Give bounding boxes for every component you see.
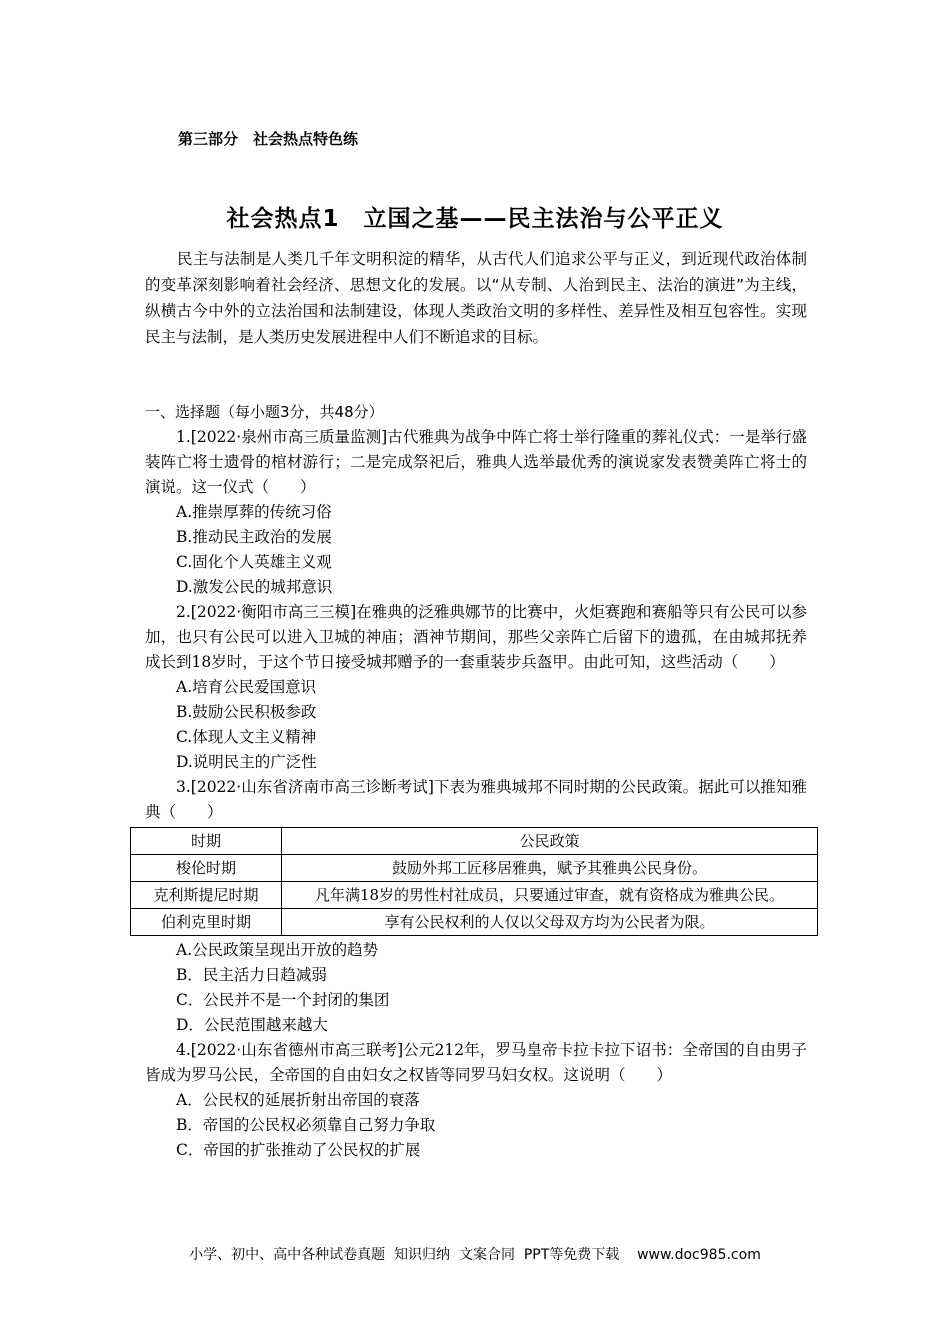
table-row [131, 909, 818, 936]
table-cell-period: 克利斯提尼时期 [131, 882, 282, 909]
section-heading: 一、选择题（每小题3分，共48分） [145, 403, 384, 421]
intro-paragraph: 民主与法制是人类几千年文明积淀的精华，从古代人们追求公平与正义，到近现代政治体制的变革深刻影响着社会经济、思想文化的发展。以“从专制、人治到民主、法治的演进”为主线，纵横古今中外的立法治国和法制建设，体现人类政治文明的多样性、差异性及相互包容性。实现民主与法制，是人类历史发展进程中人们不断追求的目标。 [145, 250, 807, 346]
table-cell-period: 梭伦时期 [131, 855, 282, 882]
table-header-row [131, 828, 818, 855]
table-header-cell: 时期 [131, 828, 282, 855]
table-cell-policy: 凡年满18岁的男性村社成员，只要通过审查，就有资格成为雅典公民。 [282, 882, 818, 909]
question-2-option-c: C.体现人文主义精神 [176, 728, 317, 746]
question-4-stem: 4.[2022·山东省德州市高三联考]公元212年，罗马皇帝卡拉卡拉下诏书：全帝国的自由男子皆成为罗马公民，全帝国的自由妇女之权皆等同罗马妇女权。这说明（ ） [145, 1041, 807, 1084]
question-4-option-a: A．公民权的延展折射出帝国的衰落 [176, 1091, 420, 1109]
question-3-option-c: C．公民并不是一个封闭的集团 [176, 991, 390, 1009]
table-header-cell: 公民政策 [282, 828, 818, 855]
footer-text: 小学、初中、高中各种试卷真题 知识归纳 文案合同 PPT等免费下载 www.doc985.com [189, 1247, 761, 1263]
table-row [131, 855, 818, 882]
question-1-stem: 1.[2022·泉州市高三质量监测]古代雅典为战争中阵亡将士举行隆重的葬礼仪式：一是举行盛装阵亡将士遗骨的棺材游行；二是完成祭祀后，雅典人选举最优秀的演说家发表赞美阵亡将士的演说。这一仪式（ ） [145, 428, 807, 496]
table-cell-period: 伯利克里时期 [131, 909, 282, 936]
question-2-option-a: A.培育公民爱国意识 [176, 678, 317, 696]
citizen-policy-table [130, 827, 818, 936]
question-1-option-c: C.固化个人英雄主义观 [176, 553, 332, 571]
question-1-option-b: B.推动民主政治的发展 [176, 528, 332, 546]
question-4-option-c: C．帝国的扩张推动了公民权的扩展 [176, 1141, 421, 1159]
question-4-option-b: B．帝国的公民权必须靠自己努力争取 [176, 1116, 436, 1134]
table-cell-policy: 享有公民权利的人仅以父母双方均为公民者为限。 [282, 909, 818, 936]
table-row [131, 882, 818, 909]
question-1-option-a: A.推崇厚葬的传统习俗 [176, 503, 332, 521]
question-3-stem: 3.[2022·山东省济南市高三诊断考试]下表为雅典城邦不同时期的公民政策。据此可以推知雅典（ ） [145, 778, 807, 821]
question-2-option-b: B.鼓励公民积极参政 [176, 703, 317, 721]
question-2-stem: 2.[2022·衡阳市高三三模]在雅典的泛雅典娜节的比赛中，火炬赛跑和赛船等只有公民可以参加，也只有公民可以进入卫城的神庙；酒神节期间，那些父亲阵亡后留下的遗孤，在由城邦抚养成长到18岁时，于这个节日接受城邦赠予的一套重装步兵盔甲。由此可知，这些活动（ ） [145, 603, 807, 671]
question-3-option-a: A.公民政策呈现出开放的趋势 [176, 941, 379, 959]
table-cell-policy: 鼓励外邦工匠移居雅典，赋予其雅典公民身份。 [282, 855, 818, 882]
question-1-option-d: D.激发公民的城邦意识 [176, 578, 333, 596]
page-title: 社会热点1 立国之基——民主法治与公平正义 [226, 206, 724, 232]
section-label: 第三部分 社会热点特色练 [178, 130, 359, 148]
question-3-option-b: B．民主活力日趋减弱 [176, 966, 327, 984]
question-content [145, 400, 807, 1163]
question-2-option-d: D.说明民主的广泛性 [176, 753, 317, 771]
question-3-option-d: D．公民范围越来越大 [176, 1016, 328, 1034]
